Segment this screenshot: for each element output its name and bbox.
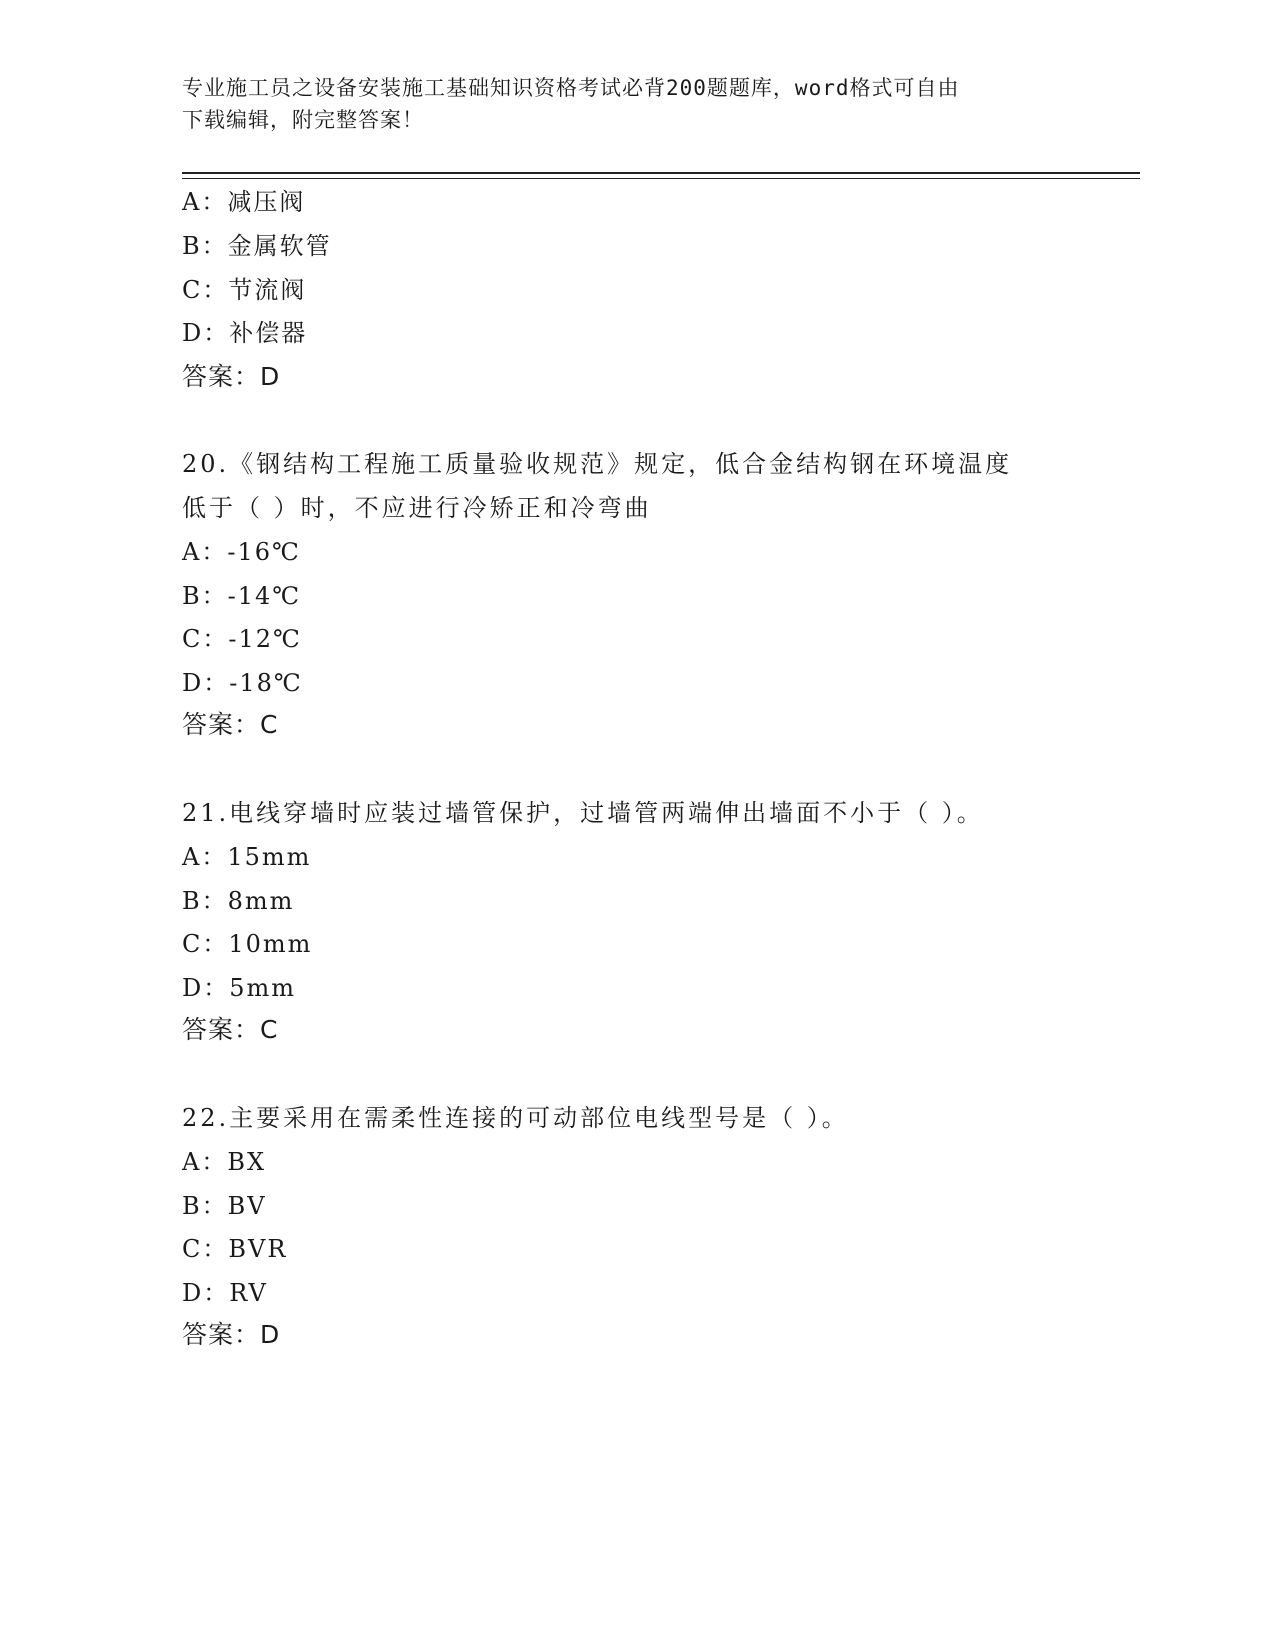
option-b: B：-14℃ [182, 582, 302, 610]
header-divider-thin [182, 178, 1140, 179]
option-d: D：-18℃ [182, 669, 303, 697]
option-b: B：金属软管 [182, 232, 332, 260]
option-c: C：-12℃ [182, 625, 302, 653]
option-a: A：15mm [182, 843, 312, 871]
header-line-1: 专业施工员之设备安装施工基础知识资格考试必背200题题库，word格式可自由 [182, 76, 960, 100]
option-c: C：BVR [182, 1235, 288, 1263]
question-stem-line-1: 20.《钢结构工程施工质量验收规范》规定，低合金结构钢在环境温度 [182, 450, 1013, 478]
option-b: B：BV [182, 1192, 267, 1220]
answer: 答案：C [182, 1015, 279, 1044]
option-c: C：10mm [182, 930, 313, 958]
option-c: C：节流阀 [182, 276, 307, 304]
option-a: A：BX [182, 1148, 267, 1176]
question-stem-line-1: 21.电线穿墙时应装过墙管保护，过墙管两端伸出墙面不小于（ ）。 [182, 799, 984, 827]
header-line-2: 下载编辑，附完整答案！ [182, 108, 424, 132]
option-d: D：RV [182, 1279, 268, 1307]
answer: 答案：D [182, 1320, 281, 1349]
option-d: D：5mm [182, 974, 297, 1002]
document-header [182, 72, 1062, 136]
question-stem-line-2: 低于（ ）时，不应进行冷矫正和冷弯曲 [182, 494, 652, 522]
answer: 答案：D [182, 362, 281, 391]
option-b: B：8mm [182, 887, 295, 915]
question-stem-line-1: 22.主要采用在需柔性连接的可动部位电线型号是（ ）。 [182, 1104, 849, 1132]
header-divider-thick [182, 172, 1140, 174]
option-a: A：-16℃ [182, 538, 301, 566]
answer: 答案：C [182, 710, 279, 739]
option-a: A：减压阀 [182, 188, 306, 216]
option-d: D：补偿器 [182, 319, 308, 347]
